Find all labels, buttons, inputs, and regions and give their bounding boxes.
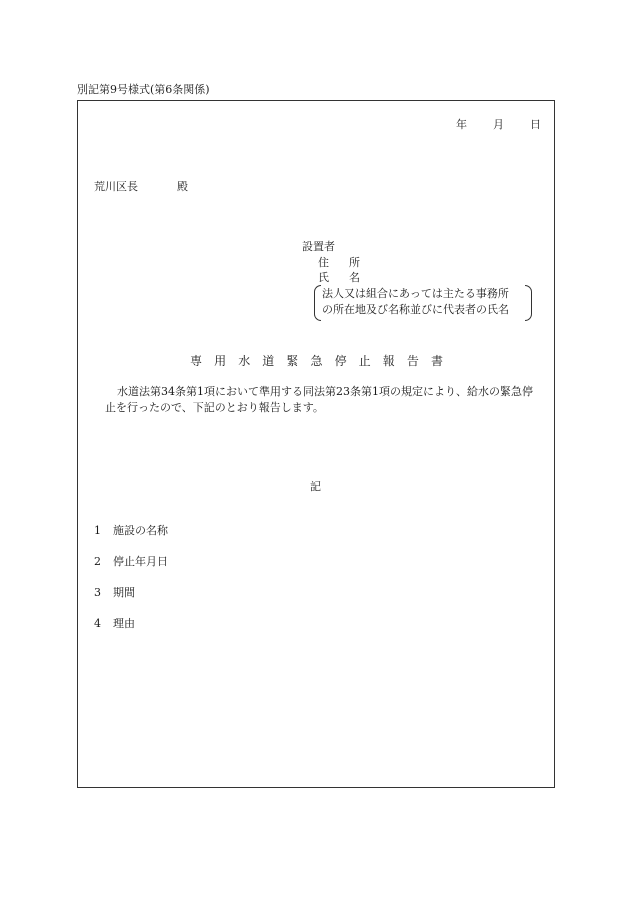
title-char: 用 <box>214 354 227 368</box>
title-char: 書 <box>430 354 443 368</box>
date-day-label: 日 <box>530 118 541 131</box>
item-stop-date: 停止年月日 <box>113 555 168 568</box>
item-period: 期間 <box>113 586 135 599</box>
title-char: 告 <box>406 354 419 368</box>
item-number: 3 <box>94 586 101 599</box>
date-year-label: 年 <box>456 118 467 131</box>
address-label-char-2: 所 <box>349 256 360 269</box>
representative-note-bracket <box>314 284 532 324</box>
date-month-label: 月 <box>493 118 504 131</box>
left-bracket <box>314 285 321 321</box>
address-label-char-1: 住 <box>318 256 329 269</box>
right-bracket <box>525 285 532 321</box>
addressee-name: 荒川区長 <box>94 180 138 193</box>
item-reason: 理由 <box>113 617 135 630</box>
representative-note-line-1: 法人又は組合にあっては主たる事務所 <box>322 287 509 300</box>
title-char: 専 <box>190 354 203 368</box>
form-number-label: 別記第9号様式(第6条関係) <box>77 83 210 96</box>
title-char: 道 <box>262 354 275 368</box>
item-number: 4 <box>94 617 101 630</box>
name-label-char-2: 名 <box>349 271 360 284</box>
representative-note-line-2: の所在地及び名称並びに代表者の氏名 <box>322 303 509 316</box>
title-char: 報 <box>382 354 395 368</box>
form-frame <box>77 100 555 788</box>
title-char: 停 <box>334 354 347 368</box>
title-char: 止 <box>358 354 371 368</box>
addressee-suffix: 殿 <box>177 180 188 193</box>
title-char: 急 <box>310 354 323 368</box>
item-number: 1 <box>94 524 101 537</box>
body-text-line-1: 水道法第34条第1項において準用する同法第23条第1項の規定により、給水の緊急停 <box>117 385 533 398</box>
body-text-line-2: 止を行ったので、下記のとおり報告します。 <box>105 401 324 414</box>
document-title <box>190 354 443 369</box>
title-char: 水 <box>238 354 251 368</box>
title-char: 緊 <box>286 354 299 368</box>
item-number: 2 <box>94 555 101 568</box>
installer-label: 設置者 <box>302 240 335 253</box>
item-facility-name: 施設の名称 <box>113 524 168 537</box>
ki-heading: 記 <box>310 480 321 493</box>
name-label-char-1: 氏 <box>318 271 329 284</box>
